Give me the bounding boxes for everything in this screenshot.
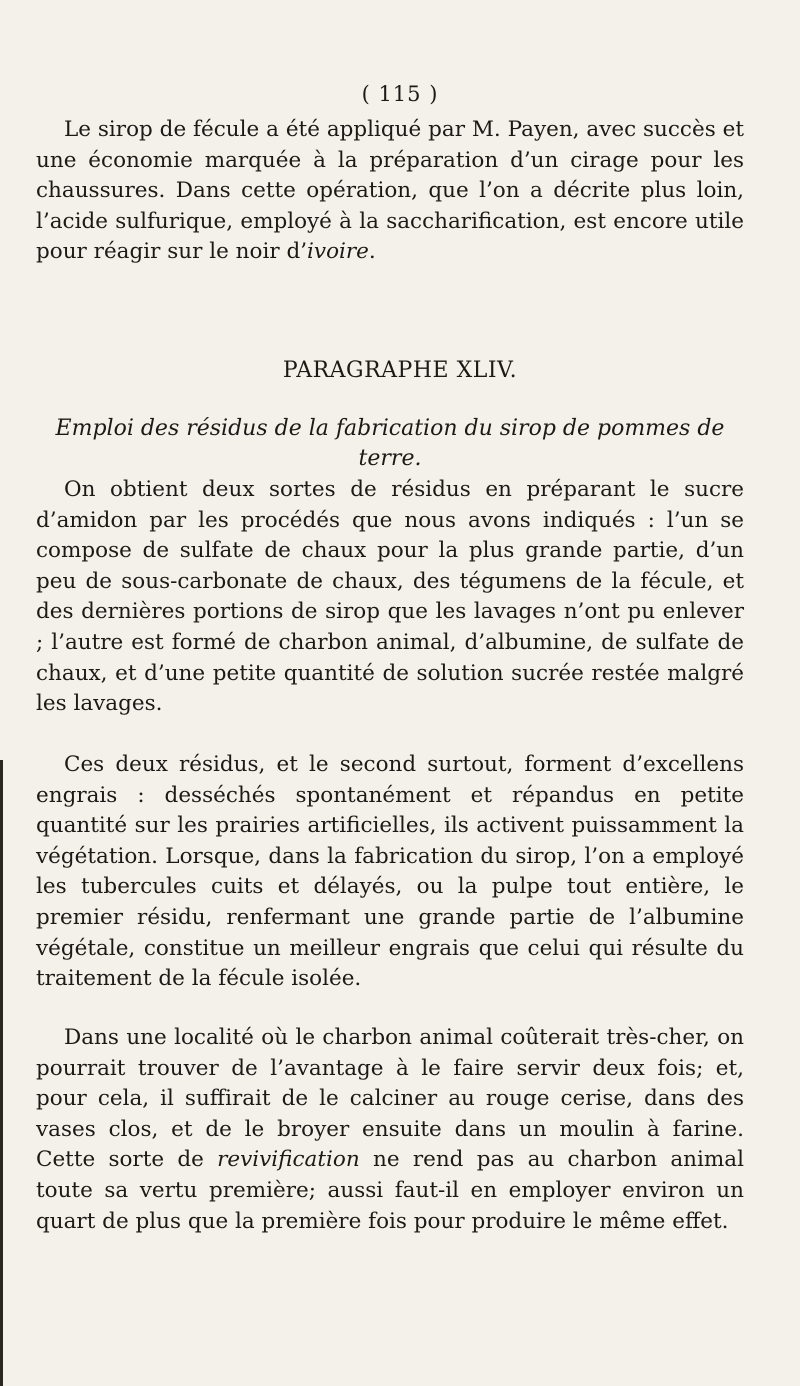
paragraph-1-end: . <box>368 239 376 265</box>
paragraph-4 <box>36 1023 744 1237</box>
paragraph-4-end: ne rend pas au charbon animal toute sa vertu première; aussi faut-il en employer environ un quart de plus que la première fois pour produire le même effet. <box>36 1147 744 1234</box>
section-heading: PARAGRAPHE XLIV. <box>282 358 518 383</box>
section-subtitle: Emploi des résidus de la fabrication du sirop de pommes de terre. <box>55 416 725 471</box>
paragraph-1-italic: ivoire <box>307 239 369 265</box>
page-number: ( 115 ) <box>361 82 439 106</box>
page-edge-shadow <box>0 760 3 1386</box>
paragraph-2: On obtient deux sortes de résidus en préparant le sucre d’amidon par les procédés que nous avons indiqués : l’un se compose de sulfate de chaux pour la plus grande partie, d’un peu de sous-carbonate de chaux, des tégumens de la fécule, et des dernières portions de sirop que les lavages n’ont pu enlever ; l’autre est formé de charbon animal, d’albumine, de sulfate de chaux, et d’une petite quantité de solution sucrée restée malgré les lavages. <box>36 477 744 717</box>
paragraph-1-text: Le sirop de fécule a été appliqué par M. Payen, avec succès et une économie marquée à la préparation d’un cirage pour les chaussures. Dans cette opération, que l’on a décrite plus loin, l’acide sulfurique, employé à la saccharification, est encore utile pour réagir sur le noir d’ <box>36 117 744 265</box>
paragraph-4-italic: revivification <box>217 1147 360 1173</box>
paragraph-3: Ces deux résidus, et le second surtout, forment d’excellens engrais : desséchés spontanément et répandus en petite quantité sur les prairies artificielles, ils activent puissamment la végétation. Lorsque, dans la fabrication du sirop, l’on a employé les tubercules cuits et délayés, ou la pulpe tout entière, le premier résidu, renfermant une grande partie de l’albumine végétale, constitue un meilleur engrais que celui qui résulte du traitement de la fécule isolée. <box>36 752 744 992</box>
paragraph-4-text: Dans une localité où le charbon animal coûterait très-cher, on pourrait trouver de l’avantage à le faire servir deux fois; et, pour cela, il suffirait de le calciner au rouge cerise, dans des vases clos, et de le broyer ensuite dans un moulin à farine. Cette sorte de <box>36 1025 744 1173</box>
paragraph-1 <box>36 115 744 268</box>
